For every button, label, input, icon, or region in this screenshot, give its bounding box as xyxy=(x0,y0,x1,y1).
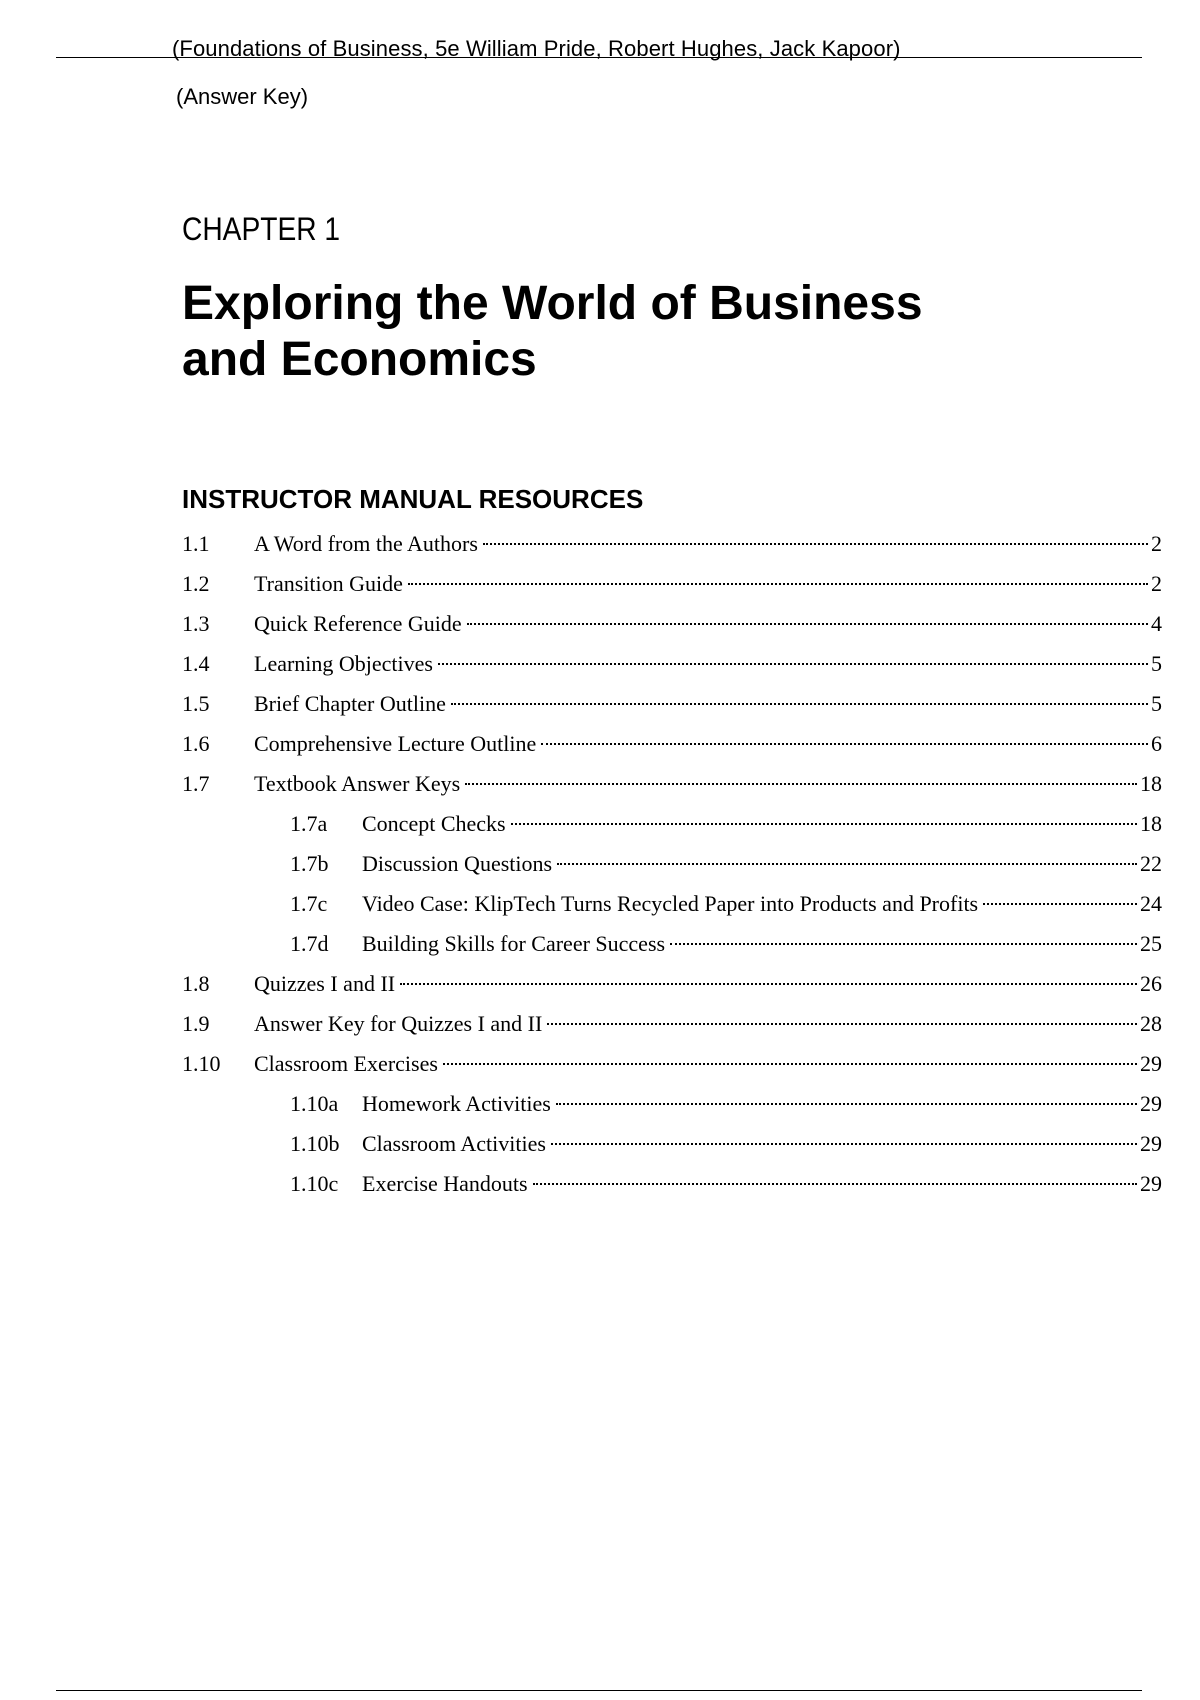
toc-dot-leader xyxy=(556,1103,1137,1105)
toc-entry-number: 1.7b xyxy=(290,851,329,876)
toc-dot-leader xyxy=(467,623,1148,625)
toc-entry-number: 1.7a xyxy=(290,811,328,836)
toc-dot-leader xyxy=(408,583,1148,585)
toc-entry-page: 29 xyxy=(1140,1091,1162,1116)
toc-dot-leader xyxy=(483,543,1148,545)
toc-dot-leader xyxy=(547,1023,1137,1025)
toc-entry-number: 1.3 xyxy=(182,611,210,636)
toc-dot-leader xyxy=(557,863,1137,865)
toc-entry-title: Quick Reference Guide xyxy=(254,611,462,636)
toc-entry-page: 25 xyxy=(1140,931,1162,956)
toc-entry[interactable] xyxy=(182,804,1162,844)
toc-entry-page: 18 xyxy=(1140,771,1162,796)
toc-entry-title: Comprehensive Lecture Outline xyxy=(254,731,537,756)
toc-entry[interactable] xyxy=(182,924,1162,964)
toc-entry[interactable] xyxy=(182,1164,1162,1204)
toc-entry-page: 29 xyxy=(1140,1131,1162,1156)
toc-entry-title: Concept Checks xyxy=(362,811,506,836)
toc-entry-number: 1.10c xyxy=(290,1171,339,1196)
toc-dot-leader xyxy=(551,1143,1137,1145)
toc-entry-title: Classroom Activities xyxy=(362,1131,546,1156)
toc-entry-title: Brief Chapter Outline xyxy=(254,691,446,716)
toc-entry-page: 29 xyxy=(1140,1051,1162,1076)
toc-entry-number: 1.5 xyxy=(182,691,210,716)
toc-entry-title: Classroom Exercises xyxy=(254,1051,438,1076)
toc-entry-number: 1.1 xyxy=(182,531,210,556)
toc-entry[interactable] xyxy=(182,724,1162,764)
toc-entry-page: 24 xyxy=(1140,891,1162,916)
toc-entry[interactable] xyxy=(182,964,1162,1004)
toc-entry-page: 2 xyxy=(1151,571,1162,596)
toc-entry[interactable] xyxy=(182,1004,1162,1044)
toc-dot-leader xyxy=(400,983,1137,985)
toc-dot-leader xyxy=(451,703,1148,705)
toc-entry-page: 22 xyxy=(1140,851,1162,876)
toc-entry-page: 26 xyxy=(1140,971,1162,996)
toc-entry-title: Exercise Handouts xyxy=(362,1171,528,1196)
toc-entry-page: 29 xyxy=(1140,1171,1162,1196)
toc-entry-page: 5 xyxy=(1151,651,1162,676)
toc-entry-title: Quizzes I and II xyxy=(254,971,396,996)
toc-entry-title: Video Case: KlipTech Turns Recycled Paper into Products and Profits xyxy=(362,891,979,916)
toc-entry-number: 1.10a xyxy=(290,1091,339,1116)
toc-entry[interactable] xyxy=(182,1044,1162,1084)
toc-entry[interactable] xyxy=(182,604,1162,644)
toc-dot-leader xyxy=(983,903,1137,905)
toc-entry-title: Answer Key for Quizzes I and II xyxy=(254,1011,543,1036)
toc-entry-page: 6 xyxy=(1151,731,1162,756)
toc-entry[interactable] xyxy=(182,684,1162,724)
toc-entry-title: Learning Objectives xyxy=(254,651,433,676)
toc-dot-leader xyxy=(511,823,1137,825)
toc-entry[interactable] xyxy=(182,844,1162,884)
toc-entry-title: Textbook Answer Keys xyxy=(254,771,461,796)
toc-entry-page: 2 xyxy=(1151,531,1162,556)
toc-entry[interactable] xyxy=(182,1124,1162,1164)
section-heading: INSTRUCTOR MANUAL RESOURCES xyxy=(182,484,644,514)
toc-entry-number: 1.10 xyxy=(182,1051,221,1076)
toc-entry-number: 1.7c xyxy=(290,891,328,916)
toc-entry-title: A Word from the Authors xyxy=(254,531,478,556)
toc-entry-title: Discussion Questions xyxy=(362,851,553,876)
toc-entry-title: Building Skills for Career Success xyxy=(362,931,666,956)
footer-rule xyxy=(56,1690,1142,1691)
toc-entry-page: 5 xyxy=(1151,691,1162,716)
toc-dot-leader xyxy=(670,943,1137,945)
toc-entry-page: 28 xyxy=(1140,1011,1162,1036)
toc-dot-leader xyxy=(541,743,1148,745)
toc-entry-number: 1.7d xyxy=(290,931,329,956)
toc-entry[interactable] xyxy=(182,644,1162,684)
toc-dot-leader xyxy=(443,1063,1137,1065)
toc-entry-page: 18 xyxy=(1140,811,1162,836)
chapter-title-line-2: and Economics xyxy=(182,333,537,386)
running-header: (Foundations of Business, 5e William Pride, Robert Hughes, Jack Kapoor) xyxy=(172,36,901,61)
header-rule xyxy=(56,57,1142,58)
chapter-label: CHAPTER 1 xyxy=(182,211,341,247)
chapter-title xyxy=(182,276,1082,388)
answer-key-label: (Answer Key) xyxy=(176,84,309,109)
toc-entry[interactable] xyxy=(182,524,1162,564)
toc-entry-number: 1.10b xyxy=(290,1131,340,1156)
toc-entry-title: Homework Activities xyxy=(362,1091,551,1116)
toc-entry[interactable] xyxy=(182,764,1162,804)
toc-entry-number: 1.4 xyxy=(182,651,210,676)
table-of-contents xyxy=(182,524,1162,1204)
toc-entry-number: 1.7 xyxy=(182,771,210,796)
toc-entry-number: 1.8 xyxy=(182,971,210,996)
toc-entry-page: 4 xyxy=(1151,611,1162,636)
toc-entry[interactable] xyxy=(182,564,1162,604)
toc-dot-leader xyxy=(438,663,1148,665)
chapter-title-line-1: Exploring the World of Business xyxy=(182,277,923,330)
toc-entry[interactable] xyxy=(182,884,1162,924)
toc-entry-title: Transition Guide xyxy=(254,571,403,596)
toc-dot-leader xyxy=(533,1183,1137,1185)
toc-entry[interactable] xyxy=(182,1084,1162,1124)
toc-entry-number: 1.2 xyxy=(182,571,210,596)
toc-dot-leader xyxy=(465,783,1137,785)
toc-entry-number: 1.6 xyxy=(182,731,210,756)
toc-entry-number: 1.9 xyxy=(182,1011,210,1036)
